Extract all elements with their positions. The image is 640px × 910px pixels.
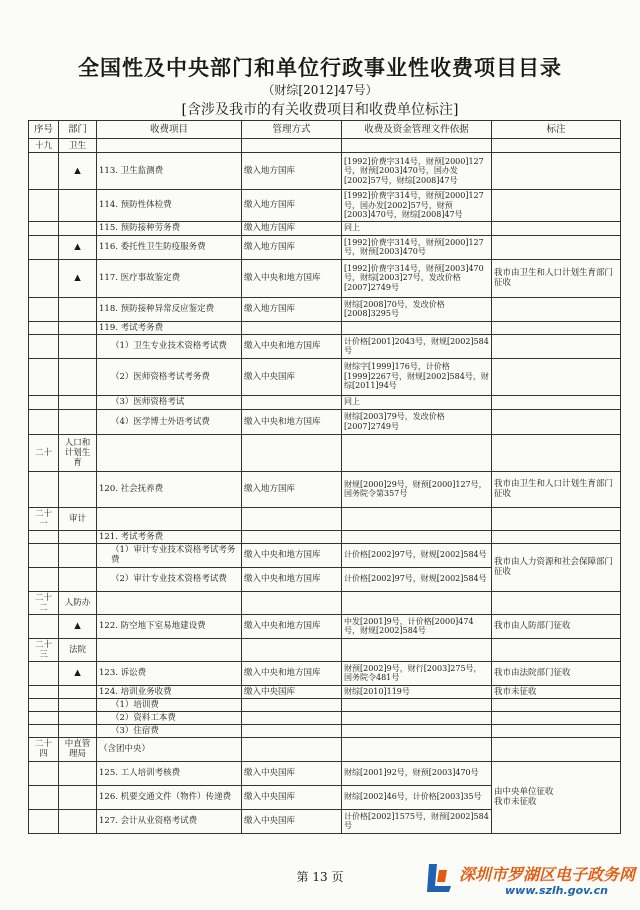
- table-header-row: [29, 121, 621, 139]
- cell-dept: 中直管理局: [59, 737, 97, 761]
- cell-dept: 人口和计划生育: [59, 434, 97, 471]
- cell-item: （1）培训费: [97, 698, 242, 711]
- header-ref: 收费及资金管理文件依据: [342, 121, 492, 139]
- header-item: 收费项目: [97, 121, 242, 139]
- table-row: [29, 761, 621, 785]
- table-row: [29, 737, 621, 761]
- cell-ref: 计价格[2002]97号，财规[2002]584号: [342, 543, 492, 567]
- cell-remark: 我市由卫生和人口计划生育部门征收: [492, 471, 621, 507]
- header-seq: 序号: [29, 121, 59, 139]
- cell-remark: 我市由卫生和人口计划生育部门征收: [492, 259, 621, 297]
- table-row: [29, 711, 621, 724]
- cell-item: （2）医师资格考试考务费: [97, 358, 242, 395]
- table-row: [29, 591, 621, 614]
- table-row: [29, 190, 621, 222]
- cell-item: （3）住宿费: [97, 724, 242, 737]
- header-remark: 标注: [492, 121, 621, 139]
- cell-mgmt: 缴入中央和地方国库: [242, 259, 342, 297]
- cell-mgmt: 缴入地方国库: [242, 153, 342, 190]
- cell-item: 120. 社会抚养费: [97, 471, 242, 507]
- cell-item: 127. 会计从业资格考试费: [97, 809, 242, 833]
- cell-item: 116. 委托性卫生防疫服务费: [97, 235, 242, 259]
- cell-item: （2）审计专业技术资格考试费: [97, 567, 242, 591]
- cell-mgmt: 缴入中央国库: [242, 785, 342, 809]
- document-title: 全国性及中央部门和单位行政事业性收费项目目录: [78, 56, 562, 80]
- cell-ref: 中发[2001]9号，计价格[2000]474号，财规[2002]584号: [342, 614, 492, 638]
- table-row: [29, 507, 621, 530]
- cell-remark: 由中央单位征收 我市未征收: [492, 761, 621, 833]
- table-row: [29, 543, 621, 567]
- cell-item: （含团中央）: [97, 737, 242, 761]
- table-row: [29, 221, 621, 235]
- cell-mark: ▲: [59, 614, 97, 638]
- cell-ref: 同上: [342, 221, 492, 235]
- cell-mgmt: 缴入地方国库: [242, 471, 342, 507]
- cell-ref: 财综[2001]92号，财预[2003]470号: [342, 761, 492, 785]
- header-mgmt: 管理方式: [242, 121, 342, 139]
- cell-item: （3）医师资格考试: [97, 395, 242, 409]
- cell-dept: 人防办: [59, 591, 97, 614]
- table-row: [29, 358, 621, 395]
- cell-mgmt: 缴入地方国库: [242, 190, 342, 222]
- cell-mgmt: 缴入中央和地方国库: [242, 334, 342, 358]
- cell-item: 119. 考试考务费: [97, 321, 242, 334]
- cell-dept: 卫生: [59, 139, 97, 153]
- cell-mark: ▲: [59, 661, 97, 685]
- table-row: [29, 661, 621, 685]
- cell-remark: 我市由人防部门征收: [492, 614, 621, 638]
- cell-item: 113. 卫生监测费: [97, 153, 242, 190]
- cell-seq: 二十三: [29, 638, 59, 661]
- table-row: [29, 235, 621, 259]
- fee-table: [28, 120, 621, 834]
- table-row: [29, 614, 621, 638]
- cell-remark: 我市未征收: [492, 685, 621, 698]
- cell-ref: 同上: [342, 395, 492, 409]
- cell-mgmt: 缴入中央国库: [242, 358, 342, 395]
- cell-item: 118. 预防接种异常反应鉴定费: [97, 297, 242, 321]
- cell-ref: 财规[2000]29号，财预[2000]127号，国务院令第357号: [342, 471, 492, 507]
- cell-mark: ▲: [59, 153, 97, 190]
- table-row: [29, 259, 621, 297]
- cell-dept: 审计: [59, 507, 97, 530]
- cell-item: 123. 诉讼费: [97, 661, 242, 685]
- document-note: [含涉及我市的有关收费项目和收费单位标注]: [181, 102, 459, 118]
- cell-mark: ▲: [59, 259, 97, 297]
- page-number: 第 13 页: [296, 870, 344, 884]
- logo-mark-icon: [425, 860, 455, 894]
- cell-dept: 法院: [59, 638, 97, 661]
- cell-remark: 我市由人力资源和社会保障部门征收: [492, 543, 621, 591]
- cell-seq: 二十四: [29, 737, 59, 761]
- cell-ref: 财综字[1999]176号，计价格[1999]2267号，财规[2002]584号，财综[2011]94号: [342, 358, 492, 395]
- cell-item: （1）卫生专业技术资格考试费: [97, 334, 242, 358]
- cell-mgmt: 缴入中央和地方国库: [242, 614, 342, 638]
- cell-seq: 二十二: [29, 591, 59, 614]
- table-row: [29, 395, 621, 409]
- table-row: [29, 297, 621, 321]
- cell-mgmt: 缴入中央和地方国库: [242, 661, 342, 685]
- table-row: [29, 334, 621, 358]
- cell-remark: 我市由法院部门征收: [492, 661, 621, 685]
- cell-item: 126. 机要交通文件（物件）传递费: [97, 785, 242, 809]
- cell-item: 114. 预防性体检费: [97, 190, 242, 222]
- cell-item: 122. 防空地下室易地建设费: [97, 614, 242, 638]
- cell-ref: 计价格[2002]1575号，财预[2002]584号: [342, 809, 492, 833]
- cell-item: 117. 医疗事故鉴定费: [97, 259, 242, 297]
- cell-mgmt: 缴入中央和地方国库: [242, 409, 342, 434]
- cell-ref: [1992]价费字314号，财预[2000]127号，财预[2003]470号: [342, 235, 492, 259]
- table-row: [29, 409, 621, 434]
- cell-mgmt: 缴入地方国库: [242, 235, 342, 259]
- cell-ref: [1992]价费字314号，财预[2000]127号，国办发[2002]57号，财预[2003]470号，财综[2008]47号: [342, 190, 492, 222]
- table-row: [29, 434, 621, 471]
- table-row: [29, 139, 621, 153]
- cell-item: 121. 考试考务费: [97, 530, 242, 543]
- table-row: [29, 698, 621, 711]
- cell-seq: 二十一: [29, 507, 59, 530]
- cell-item: 115. 预防接种劳务费: [97, 221, 242, 235]
- table-row: [29, 685, 621, 698]
- header-dept: 部门: [59, 121, 97, 139]
- cell-mgmt: 缴入中央国库: [242, 685, 342, 698]
- cell-item: （2）资料工本费: [97, 711, 242, 724]
- cell-item: 125. 工人培训考核费: [97, 761, 242, 785]
- cell-seq: 二十: [29, 434, 59, 471]
- cell-ref: 财综[2010]119号: [342, 685, 492, 698]
- cell-ref: 财综[2002]46号，计价格[2003]35号: [342, 785, 492, 809]
- table-row: [29, 321, 621, 334]
- cell-seq: 十九: [29, 139, 59, 153]
- cell-ref: 计价格[2001]2043号，财规[2002]584号: [342, 334, 492, 358]
- table-row: [29, 724, 621, 737]
- cell-mgmt: 缴入中央和地方国库: [242, 567, 342, 591]
- cell-ref: [1992]价费字314号，财预[2003]470号，财综[2003]27号，发改价格[2007]2749号: [342, 259, 492, 297]
- cell-mgmt: 缴入中央国库: [242, 809, 342, 833]
- table-row: [29, 153, 621, 190]
- document-subtitle: （财综[2012]47号）: [262, 83, 378, 97]
- cell-mgmt: 缴入中央和地方国库: [242, 543, 342, 567]
- cell-mgmt: 缴入中央国库: [242, 761, 342, 785]
- cell-ref: 计价格[2002]97号，财规[2002]584号: [342, 567, 492, 591]
- cell-ref: 财综[2008]70号，发改价格[2008]3295号: [342, 297, 492, 321]
- logo-en-text: www.szlh.gov.cn: [505, 884, 608, 897]
- cell-ref: 财预[2002]9号，财行[2003]275号，国务院令481号: [342, 661, 492, 685]
- table-row: [29, 471, 621, 507]
- cell-item: （4）医学博士外语考试费: [97, 409, 242, 434]
- cell-ref: [1992]价费字314号，财预[2000]127号，财预[2003]470号，国办发[2002]57号，财综[2008]47号: [342, 153, 492, 190]
- table-row: [29, 638, 621, 661]
- cell-item: 124. 培训业务收费: [97, 685, 242, 698]
- cell-item: （1）审计专业技术资格考试考务费: [97, 543, 242, 567]
- cell-ref: 财综[2003]79号，发改价格[2007]2749号: [342, 409, 492, 434]
- cell-mgmt: 缴入地方国库: [242, 221, 342, 235]
- cell-mgmt: 缴入地方国库: [242, 297, 342, 321]
- cell-mark: ▲: [59, 235, 97, 259]
- table-row: [29, 530, 621, 543]
- logo-cn-text: 深圳市罗湖区电子政务网: [459, 865, 636, 884]
- site-logo: [425, 858, 635, 902]
